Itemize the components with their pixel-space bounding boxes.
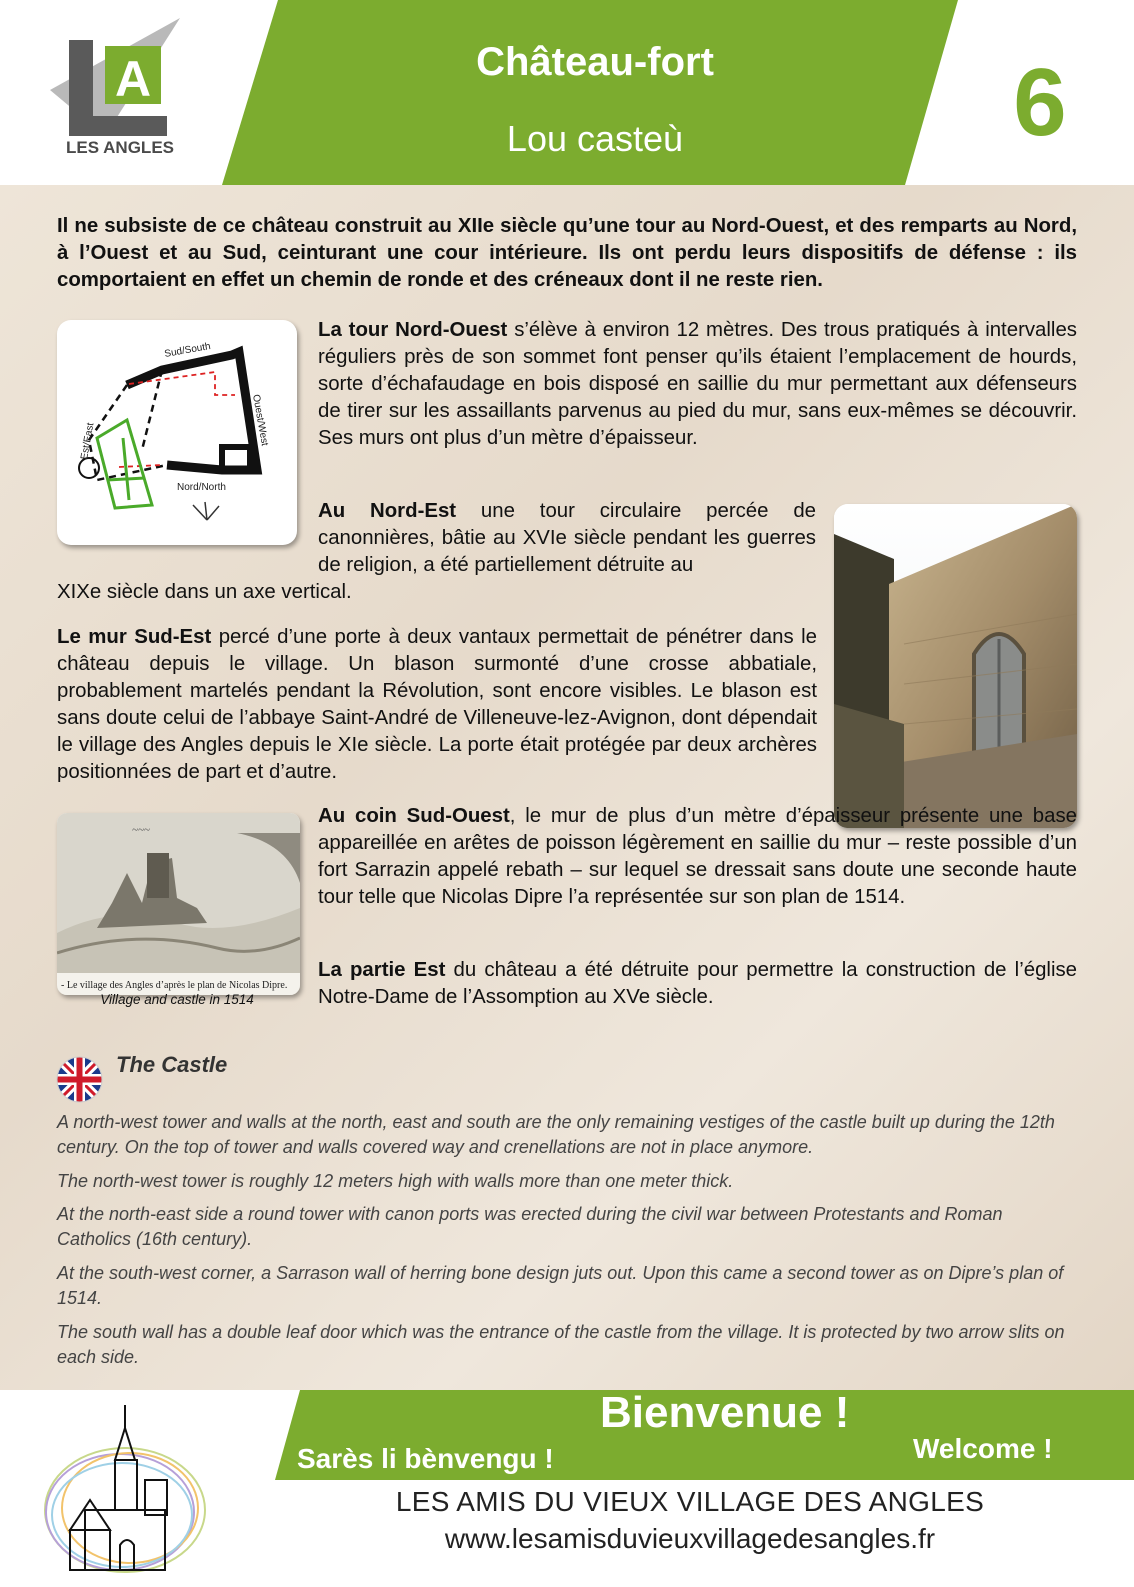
english-paragraph-4: At the south-west corner, a Sarrason wall of herring bone design juts out. Upon this came a second tower as on Dipre’s plan of 1514. — [57, 1263, 1064, 1308]
logo-text: LES ANGLES — [66, 138, 174, 157]
castle-plan-diagram — [57, 320, 297, 545]
engraving-caption: Village and castle in 1514 — [100, 992, 254, 1007]
greeting-bienvenue: Bienvenue ! — [600, 1388, 850, 1437]
uk-flag-icon — [56, 1056, 103, 1103]
svg-text:~~~: ~~~ — [132, 824, 150, 836]
plan-label-east: Est/East — [79, 421, 97, 461]
text-sud-ouest: , le mur de plus d’un mètre d’épaisseur présente une base appareillée en arêtes de poisson légèrement en saillie du mur – reste possible d’un fort Sarrazin appelé rebath – sur lequel se dressait sans doute une seconde haute tour telle que Nicolas Dipre l’a représentée sur son plan de 1514. — [318, 805, 1077, 908]
heading-nord-est: Au Nord-Est — [318, 500, 457, 522]
engraving-image — [57, 813, 300, 995]
greeting-welcome: Welcome ! — [913, 1433, 1053, 1464]
page-title: Château-fort — [476, 40, 714, 84]
paragraph-nord-ouest — [318, 317, 1077, 452]
heading-nord-ouest: La tour Nord-Ouest — [318, 319, 508, 341]
heading-est: La partie Est — [318, 959, 446, 981]
paragraph-est — [318, 957, 1077, 1011]
paragraph-sud-ouest — [318, 803, 1077, 911]
text-est: du château a été détruite pour permettre la construction de l’église Notre-Dame de l’Assomption au XVe siècle. — [318, 959, 1078, 1008]
association-name: LES AMIS DU VIEUX VILLAGE DES ANGLES — [395, 1486, 985, 1517]
plan-label-west: Ouest/West — [250, 393, 270, 447]
plan-label-north: Nord/North — [177, 482, 226, 493]
engraving-inner-caption: - Le village des Angles d’après le plan de Nicolas Dipre. — [61, 980, 288, 991]
greeting-provencal: Sarès li bènvengu ! — [297, 1443, 554, 1474]
heading-sud-ouest: Au coin Sud-Ouest — [318, 805, 510, 827]
paragraph-sud-est — [57, 624, 817, 786]
north-arrow-icon — [193, 502, 219, 520]
english-paragraph-5: The south wall has a double leaf door which was the entrance of the castle from the village. It is protected by two arrow slits on each side. — [57, 1322, 1065, 1367]
svg-text:A: A — [114, 51, 152, 107]
website-link[interactable]: www.lesamisduvieuxvillagedesangles.fr — [444, 1523, 936, 1554]
heading-sud-est: Le mur Sud-Est — [57, 626, 212, 648]
text-nord-ouest: s’élève à environ 12 mètres. Des trous pratiqués à intervalles réguliers près de son sommet font penser qu’ils étaient l’emplacement de hourds, sorte d’échafaudage en bois disposé en saillie du mur permettant aux défenseurs de tirer sur les assaillants parvenus au pied du mur, sans eux-mêmes se découvrir. Ses murs ont plus d’un mètre d’épaisseur. — [318, 319, 1077, 449]
page-subtitle: Lou casteù — [506, 118, 684, 159]
paragraph-nord-est — [318, 498, 816, 579]
text-sud-est: percé d’une porte à deux vantaux permettait de pénétrer dans le château depuis le village. Un blason surmonté d’une crosse abbatiale, probablement martelés pendant la Révolution, sont encore visibles. Le blason est sans doute celui de l’abbaye Saint-André de Villeneuve-lez-Avignon, dont dépendait le village des Angles depuis le XIe siècle. La porte était protégée par deux archères positionnées de part et d’autre. — [57, 626, 817, 783]
english-title: The Castle — [116, 1052, 228, 1077]
intro-paragraph: Il ne subsiste de ce château construit au XIIe siècle qu’une tour au Nord-Ouest, et des remparts au Nord, à l’Ouest et au Sud, ceinturant une cour intérieure. Ils ont perdu leurs dispositifs de défense : ils comportaient en effet un chemin de ronde et des créneaux dont il ne reste rien. — [57, 215, 1077, 291]
church-logo-icon — [30, 1400, 210, 1585]
english-paragraph-3: At the north-east side a round tower with canon ports was erected during the civil war between Protestants and Roman Catholics (16th century). — [57, 1204, 1003, 1249]
castle-plan-card — [57, 320, 297, 545]
text-nord-est-tail: XIXe siècle dans un axe vertical. — [57, 581, 352, 603]
english-paragraph-1: A north-west tower and walls at the north, east and south are the only remaining vestiges of the castle built up during the 12th century. On the top of tower and walls covered way and crenellations are not in place anymore. — [57, 1112, 1055, 1157]
header — [0, 0, 1134, 185]
plan-label-south: Sud/South — [163, 341, 212, 360]
castle-door-photo — [834, 504, 1077, 828]
station-number: 6 — [1013, 49, 1067, 156]
english-paragraph-2: The north-west tower is roughly 12 meters high with walls more than one meter thick. — [57, 1171, 734, 1191]
text-nord-est: une tour circulaire percée de canonnières, bâtie au XVIe siècle pendant les guerres de religion, a été partiellement détruite au — [318, 500, 816, 576]
